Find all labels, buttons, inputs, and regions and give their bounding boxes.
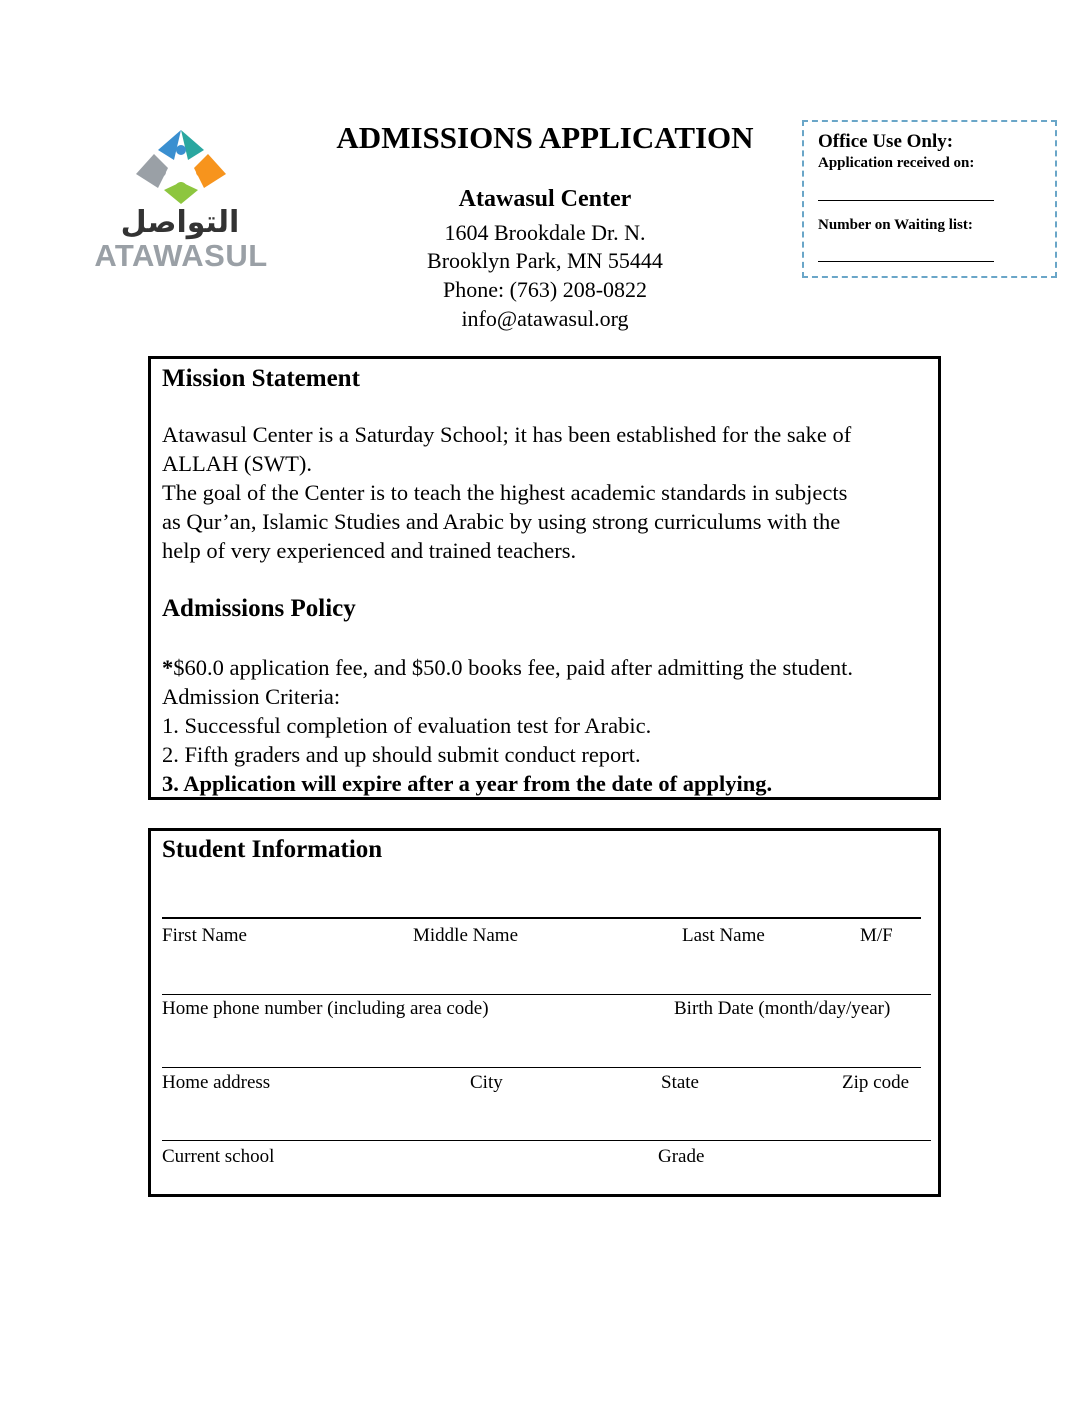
address-line-2: Brooklyn Park, MN 55444 xyxy=(427,248,663,273)
first-name-label: First Name xyxy=(162,925,247,946)
mission-line: ALLAH (SWT). xyxy=(162,451,312,476)
address-line[interactable] xyxy=(162,1067,921,1068)
gender-label: M/F xyxy=(860,925,893,946)
mission-line: help of very experienced and trained teachers. xyxy=(162,538,577,563)
logo-english-text: ATAWASUL xyxy=(94,238,268,273)
last-name-label: Last Name xyxy=(682,925,765,946)
home-phone-label: Home phone number (including area code) xyxy=(162,998,489,1019)
mission-text xyxy=(162,420,937,565)
grade-label: Grade xyxy=(658,1146,705,1167)
received-line[interactable] xyxy=(818,200,994,201)
office-use-box xyxy=(802,120,1057,278)
student-heading: Student Information xyxy=(162,836,383,863)
current-school-label: Current school xyxy=(162,1146,275,1167)
mission-line: The goal of the Center is to teach the highest academic standards in subjects xyxy=(162,480,848,505)
mission-heading: Mission Statement xyxy=(162,365,360,392)
criteria-item-3: 3. Application will expire after a year from the date of applying. xyxy=(162,771,773,796)
criteria-item-2: 2. Fifth graders and up should submit conduct report. xyxy=(162,742,641,767)
middle-name-label: Middle Name xyxy=(413,925,519,946)
state-label: State xyxy=(661,1072,699,1093)
city-label: City xyxy=(470,1072,503,1093)
page-title: ADMISSIONS APPLICATION xyxy=(336,120,754,155)
mission-line: Atawasul Center is a Saturday School; it has been established for the sake of xyxy=(162,422,852,447)
waiting-label: Number on Waiting list: xyxy=(818,217,973,233)
email-address: info@atawasul.org xyxy=(461,306,629,331)
criteria-label: Admission Criteria: xyxy=(162,684,341,709)
address-line-1: 1604 Brookdale Dr. N. xyxy=(444,220,646,245)
fee-star: * xyxy=(162,655,174,680)
fee-line xyxy=(162,653,937,682)
received-label: Application received on: xyxy=(818,155,975,171)
waiting-line[interactable] xyxy=(818,261,994,262)
birth-date-label: Birth Date (month/day/year) xyxy=(674,998,891,1019)
center-name: Atawasul Center xyxy=(458,186,632,212)
student-info-box xyxy=(148,828,941,1197)
policy-text xyxy=(162,653,937,798)
school-line[interactable] xyxy=(162,1140,931,1141)
home-address-label: Home address xyxy=(162,1072,271,1093)
atawasul-logo xyxy=(76,128,286,273)
mission-line: as Qur’an, Islamic Studies and Arabic by using strong curriculums with the xyxy=(162,509,841,534)
mission-policy-box xyxy=(148,356,941,800)
name-line[interactable] xyxy=(162,917,921,919)
logo-arabic-text: التواصل xyxy=(120,205,240,240)
phone-line[interactable] xyxy=(162,994,931,995)
logo-emblem-icon xyxy=(76,128,286,208)
phone-number: Phone: (763) 208-0822 xyxy=(442,277,648,302)
fee-text: $60.0 application fee, and $50.0 books fee, paid after admitting the student. xyxy=(173,655,854,680)
office-heading: Office Use Only: xyxy=(818,131,954,152)
zip-code-label: Zip code xyxy=(842,1072,910,1093)
criteria-item-1: 1. Successful completion of evaluation test for Arabic. xyxy=(162,713,652,738)
policy-heading: Admissions Policy xyxy=(162,595,356,622)
